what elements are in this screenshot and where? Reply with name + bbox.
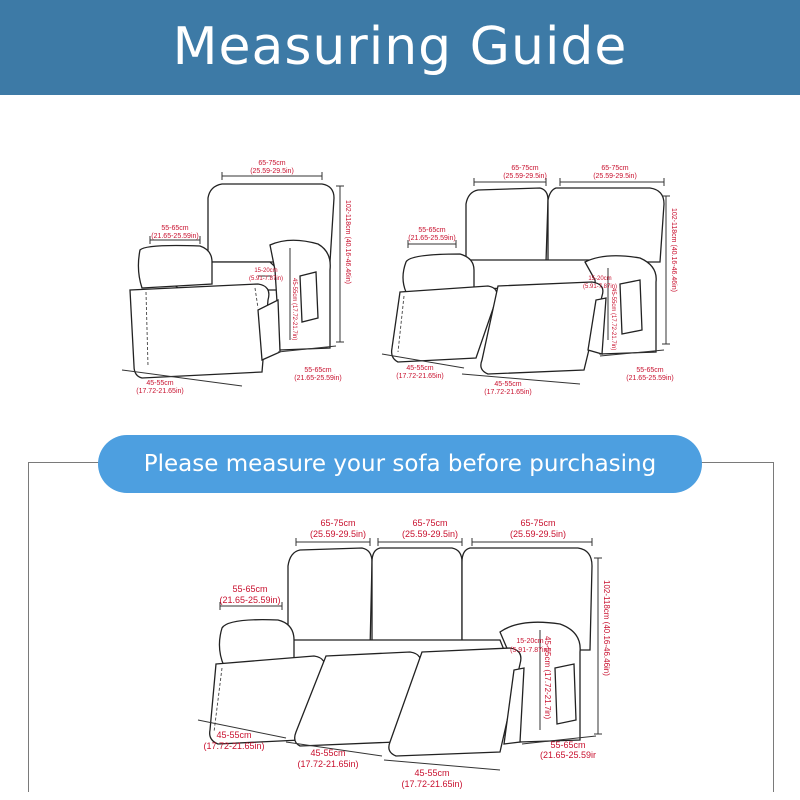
triple-back-width-2-cm: 65-75cm	[412, 518, 448, 528]
double-seat-2-in: (17.72-21.65in)	[484, 389, 532, 396]
single-depth-in: (21.65-25.59in)	[294, 375, 342, 382]
notice-text: Please measure your sofa before purchasing	[143, 451, 657, 477]
triple-total-height: 102-118cm (40.16-46.46in)	[602, 580, 611, 676]
double-back-right	[548, 188, 664, 262]
double-recliner	[382, 165, 677, 396]
double-seat-2-cm: 45-55cm	[494, 381, 522, 388]
single-left-arm	[138, 246, 212, 289]
triple-back-width-2-in: (25.59-29.5in)	[401, 529, 459, 539]
double-pocket-label: 45-55cm (17.72-21.7in)	[610, 288, 616, 351]
double-left-arm	[403, 254, 474, 292]
single-recliner	[122, 160, 351, 395]
triple-pocket	[555, 664, 576, 724]
triple-back-width-3-in: (25.59-29.5in)	[509, 529, 567, 539]
triple-seat-2-in: (17.72-21.65in)	[297, 759, 359, 769]
single-arm-width-in: (5.91-7.87in)	[248, 276, 284, 282]
triple-depth-cm: 55-65cm	[550, 740, 586, 750]
triple-seat-2-cm: 45-55cm	[310, 748, 346, 758]
page-title: Measuring Guide	[172, 17, 628, 77]
double-arm-height-in: (21.65-25.59in)	[408, 235, 456, 242]
triple-back-width-1-in: (25.59-29.5in)	[309, 529, 367, 539]
notice-banner	[98, 435, 702, 493]
double-footrest-left	[392, 286, 497, 362]
triple-arm-width-in: (5.91-7.87in)	[510, 647, 550, 654]
double-footrest-right	[481, 282, 603, 374]
double-total-height: 102-118cm (40.16-46.46in)	[670, 208, 677, 292]
triple-arm-width-cm: 15-20cm	[516, 638, 544, 645]
single-arm-height-in: (21.65-25.59in)	[151, 233, 199, 240]
double-pocket	[620, 280, 642, 334]
single-depth-cm: 55-65cm	[304, 367, 332, 374]
triple-depth-in: (21.65-25.59ir	[539, 750, 597, 760]
double-back-width-1-cm: 65-75cm	[511, 165, 539, 172]
triple-arm-height-in: (21.65-25.59in)	[219, 595, 281, 605]
double-back-width-2-in: (25.59-29.5in)	[593, 173, 637, 180]
single-arm-width-cm: 15-20cm	[254, 268, 278, 274]
single-back-width-cm: 65-75cm	[258, 160, 286, 167]
double-back-width-1-in: (25.59-29.5in)	[503, 173, 547, 180]
triple-seat-1-in: (17.72-21.65in)	[203, 741, 265, 751]
double-seat-1-cm: 45-55cm	[406, 365, 434, 372]
double-back-left	[466, 188, 548, 262]
single-seat-in: (17.72-21.65in)	[136, 388, 184, 395]
triple-back-middle	[372, 548, 462, 650]
triple-back-width-3-cm: 65-75cm	[520, 518, 556, 528]
single-total-height: 102-118cm (40.16-46.46in)	[344, 200, 351, 284]
single-pocket-label: 45-55cm (17.72-21.7in)	[291, 278, 297, 341]
single-seat-cm: 45-55cm	[146, 380, 174, 387]
triple-arm-height-cm: 55-65cm	[232, 584, 268, 594]
triple-seat-3-cm: 45-55cm	[414, 768, 450, 778]
triple-back-width-1-cm: 65-75cm	[320, 518, 356, 528]
single-pocket	[300, 272, 318, 322]
double-arm-width-cm: 15-20cm	[588, 276, 612, 282]
double-depth-cm: 55-65cm	[636, 367, 664, 374]
single-footrest	[130, 284, 269, 378]
double-depth-in: (21.65-25.59in)	[626, 375, 674, 382]
triple-recliner	[198, 518, 611, 789]
triple-seat-1-cm: 45-55cm	[216, 730, 252, 740]
double-back-width-2-cm: 65-75cm	[601, 165, 629, 172]
single-arm-height-cm: 55-65cm	[161, 225, 189, 232]
double-arm-width-in: (5.91-7.87in)	[582, 284, 618, 290]
triple-pocket-label: 45-55cm (17.72-21.7in)	[543, 636, 552, 720]
single-base	[258, 300, 280, 360]
double-arm-height-cm: 55-65cm	[418, 227, 446, 234]
triple-seat-3-in: (17.72-21.65in)	[401, 779, 463, 789]
double-seat-1-in: (17.72-21.65in)	[396, 373, 444, 380]
single-back-width-in: (25.59-29.5in)	[250, 168, 294, 175]
triple-back-left	[288, 548, 372, 650]
